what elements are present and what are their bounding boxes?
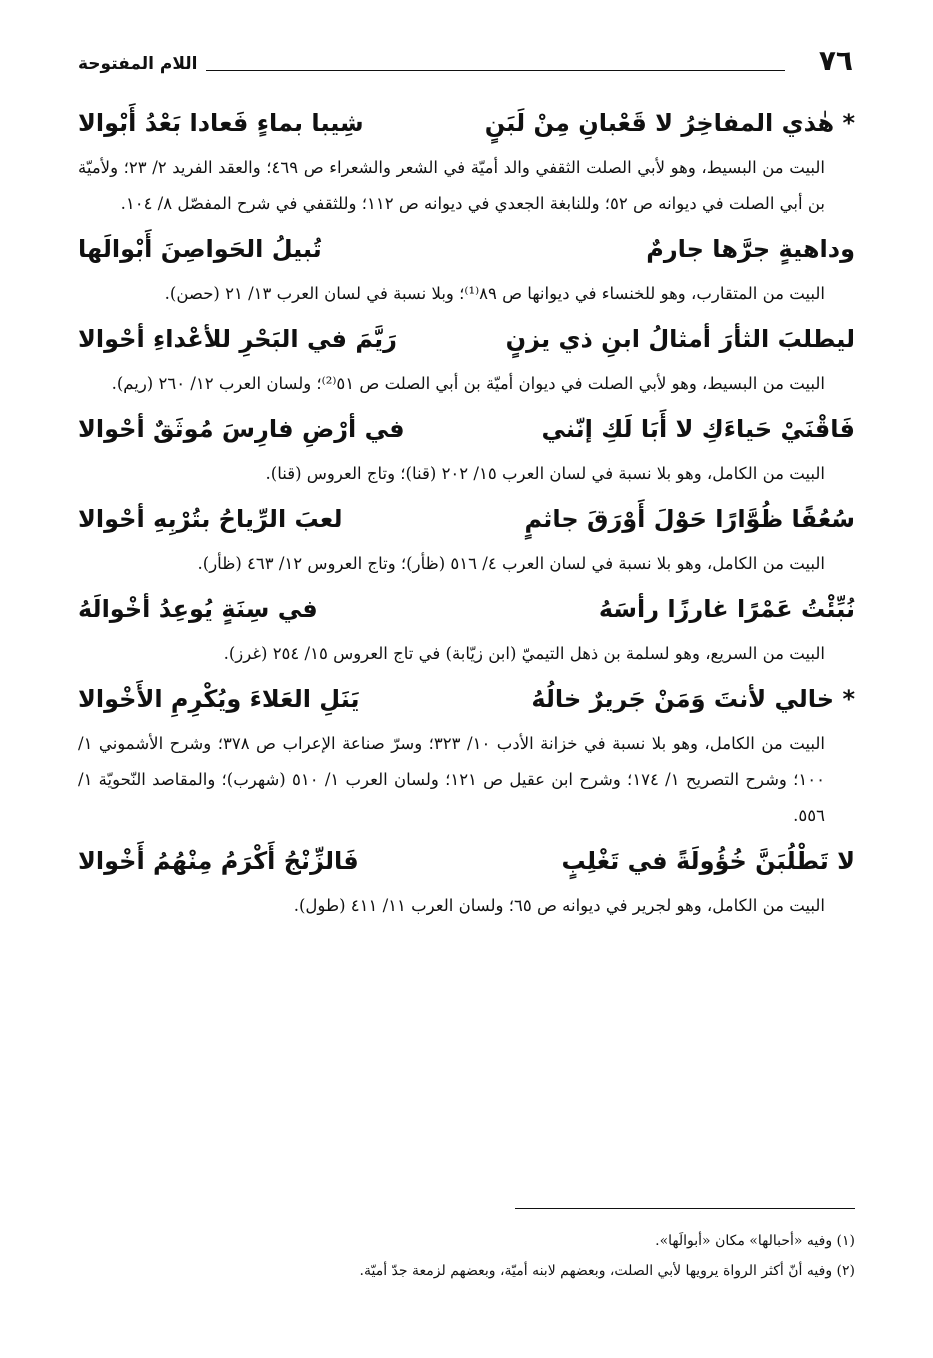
second-hemistich: يَنَلِ العَلاءَ ويُكْرِمِ الأَخْوالا [78,685,360,713]
verse-line [78,492,855,546]
verse-commentary: البيت من الكامل، وهو لجرير في ديوانه ص ٦٥؛ ولسان العرب ١١/ ٤١١ (طول). [293,896,825,915]
footnote-separator [515,1208,855,1209]
verse-commentary: البيت من السريع، وهو لسلمة بن ذهل التيميّ (ابن زيّابة) في تاج العروس ١٥/ ٢٥٤ (غرز). [223,644,825,663]
first-hemistich: ليطلبَ الثأرَ أمثالُ ابنِ ذي يزنٍ [505,325,855,353]
first-hemistich: وداهيةٍ جرَّها جارمٌ [646,235,855,263]
first-hemistich: * خالي لأنتَ وَمَنْ جَريرٌ خالُهُ [531,685,855,713]
verse-entry [78,402,855,492]
verse-line [78,96,855,150]
verse-line [78,312,855,366]
page-number: ٧٦ [818,44,853,77]
first-hemistich: نُبِّئْتُ عَمْرًا غارزًا رأسَهُ [598,595,855,623]
footnote-2: (٢) وفيه أنّ أكثر الرواة يرويها لأبي الصلت، وبعضهم لابنه أميّة، وبعضهم لزمعة جدّ أميّة. [359,1263,855,1279]
running-title: اللام المفتوحة [78,54,198,74]
verse-line [78,222,855,276]
first-hemistich: فَاقْنَيْ حَياءَكِ لا أَبَا لَكِ إنّني [541,415,855,443]
first-hemistich: لا تَطْلُبَنَّ خُؤُولَةً في تَغْلِبٍ [561,847,855,875]
verse-entry [78,672,855,834]
verse-line [78,582,855,636]
header-rule [206,70,785,71]
verse-commentary: البيت من البسيط، وهو لأبي الصلت في ديوان أميّة بن أبي الصلت ص ٥١⁽²⁾؛ ولسان العرب ١٢/ ٢٦٠ (ريم). [111,374,825,393]
verse-commentary: البيت من الكامل، وهو بلا نسبة في خزانة الأدب ١٠/ ٣٢٣؛ وسرّ صناعة الإعراب ص ٣٧٨؛ وشرح الأشموني ١/ ١٠٠؛ وشرح التصريح ١/ ١٧٤؛ وشرح ابن عقيل ص ١٢١؛ ولسان العرب ١/ ٥١٠ (شهرب)؛ والمقاصد النّحويّة ١/ ٥٥٦. [78,734,825,825]
verse-entry [78,312,855,402]
second-hemistich: رَيَّمَ في البَحْرِ للأعْداءِ أحْوالا [78,325,397,353]
verse-line [78,402,855,456]
verse-entry [78,96,855,222]
verse-entry [78,492,855,582]
second-hemistich: في أرْضِ فارِسَ مُوثَقٌ أحْوالا [78,415,405,443]
second-hemistich: فَالزِّنْجُ أَكْرَمُ مِنْهُمُ أَخْوالا [78,847,359,875]
first-hemistich: * هٰذي المفاخِرُ لا قَعْبانِ مِنْ لَبَنٍ [484,109,855,137]
verse-entry [78,222,855,312]
second-hemistich: لعبَ الرِّياحُ بتُرْبِهِ أحْوالا [78,505,343,533]
second-hemistich: في سِنَةٍ يُوعِدُ أخْوالَهُ [78,595,318,623]
page-header [78,44,855,80]
verse-commentary: البيت من البسيط، وهو لأبي الصلت الثقفي والد أميّة في الشعر والشعراء ص ٤٦٩؛ والعقد الفريد ٢/ ٢٣؛ ولأميّة بن أبي الصلت في ديوانه ص ٥٢؛ وللنابغة الجعدي في ديوانه ص ١١٢؛ وللثقفي في شرح المفصّل ٨/ ١٠٤. [78,158,826,213]
second-hemistich: شِيبا بماءٍ فَعادا بَعْدُ أَبْوالا [78,109,364,137]
second-hemistich: تُبيلُ الحَواصِنَ أَبْوالَها [78,235,322,263]
footnotes [78,1226,855,1286]
footnote-1: (١) وفيه «أحبالها» مكان «أبوالَها». [655,1233,855,1249]
verse-line [78,672,855,726]
verse-entry [78,582,855,672]
verse-list [78,96,855,924]
verse-commentary: البيت من الكامل، وهو بلا نسبة في لسان العرب ١٥/ ٢٠٢ (قنا)؛ وتاج العروس (قنا). [265,464,825,483]
first-hemistich: سُعُفًا ظُوَّارًا حَوْلَ أَوْرَقَ جاثمٍ [524,505,855,533]
verse-commentary: البيت من الكامل، وهو بلا نسبة في لسان العرب ٤/ ٥١٦ (ظأر)؛ وتاج العروس ١٢/ ٤٦٣ (ظأر). [197,554,825,573]
verse-line [78,834,855,888]
verse-commentary: البيت من المتقارب، وهو للخنساء في ديوانها ص ٨٩⁽¹⁾؛ وبلا نسبة في لسان العرب ١٣/ ٢١ (حصن). [164,284,825,303]
verse-entry [78,834,855,924]
